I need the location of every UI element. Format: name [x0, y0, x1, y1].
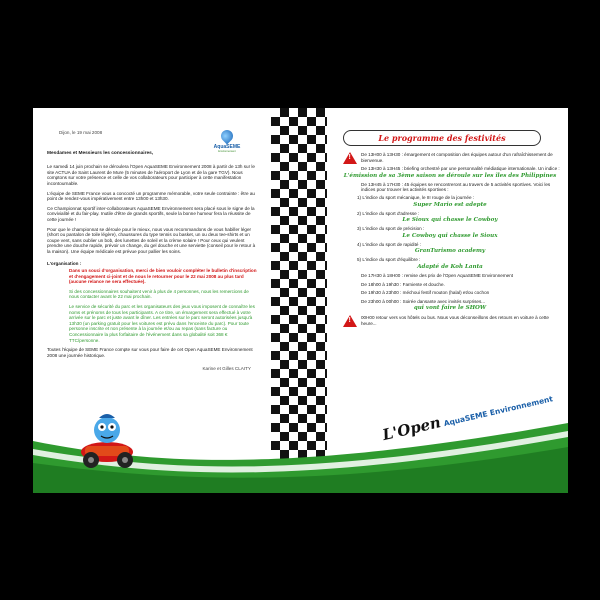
logo-name: AquaSEME [213, 144, 241, 150]
schedule-rest: De 18h00 à 19h30 : Farniente et douche. [361, 281, 445, 287]
hint-answer-3: Le Cowboy qui chasse le Sioux [402, 232, 498, 239]
organisation-registration: Dans un souci d'organisation, merci de bien vouloir compléter le bulletin d'inscription et d'engagement ci-joint et de nous le retourner pour le 22 mai 2008 au plus tard (aucune relance ne sera effectuée). [69, 268, 257, 285]
hint-question-2: 2) L'indice du sport d'adresse : [357, 210, 420, 216]
schedule-party: De 23h00 à 00h00 : Soirée dansante avec invités surprises... [361, 298, 486, 304]
salutation: Mesdames et Messieurs les concessionnaires, [47, 150, 154, 156]
warning-icon [343, 152, 357, 164]
paragraph-recommendations: Pour que le championnat se déroule pour le mieux, nous vous recommandons de vous habiller léger (short ou pantalon de toile légère), chaussures du type tennis ou basket, un ou deux tee-shirts et un coupe vent, sans oublier un bob, des lunettes de soleil et la crème solaire ! Pour ceux qui veulent prendre une douche rapide, prévoir un change, du gel douche et une serviette (conseil pour le retour à la maison). Une équipe médicale est prévue pour pallier les soins. [47, 226, 256, 254]
hint-question-1: 1) L'indice du sport mécanique, le III rouge de la journée : [357, 194, 475, 200]
schedule-welcome: De 13H00 à 13H30 : émargement et composition des équipes autour d'un rafraîchissement de bienvenue. [361, 152, 553, 163]
schedule-briefing: De 13H30 à 13H45 : briefing orchestré par une personnalité médiatique internationale. Un indice : [361, 166, 560, 172]
warning-icon [343, 315, 357, 327]
logo-sub: Environnement [218, 150, 236, 153]
letter-date: Dijon, le 19 mai 2008 [59, 130, 103, 135]
paragraph-program: L'équipe de SEME France vous a concocté un programme mémorable, votre seule contrainte : être au point de rendez-vous impérativement entre 13h00 et 13h30. [47, 190, 255, 202]
hint-answer-4: GranTurismo academy [414, 248, 486, 255]
hint-briefing: L'émission de sa 3ème saison se déroule sur les îles des Philippines [343, 172, 557, 179]
schedule-return: 00H00 retour vers vos hôtels ou bus. Nous vous déconseillons des retours en voiture à cette heure... [361, 315, 549, 326]
paragraph-intro: Le samedi 14 juin prochain se déroulera l'Open AquaSEME Environnement 2008 à partir de 13h sur le site ACTUA de Saint Laurent de Mure (5 minutes de l'aéroport de Lyon et de la gare TGV). Nous comptons sur votre présence et celle de vos collaborateurs pour participer à cette manifestation incontournable. [47, 164, 255, 186]
schedule-dinner: De 19h30 à 23h00 : méchoui festif mouton (halal) et/ou cochon [361, 290, 490, 296]
schedule-activities: De 13H45 à 17H30 : 45 équipes se rencontreront au travers de 5 activités sportives. Voici les indices pour trouver les activités sportives : [361, 181, 551, 193]
brand-aquaseme: AquaSEME Environnement [442, 394, 554, 429]
hint-answer-2: Le Sioux qui chasse le Cowboy [402, 217, 498, 224]
hint-show: qui vont faire le SHOW [413, 305, 487, 312]
closing-paragraph: Toutes l'équipe de SEME France compte sur vous pour faire de cet Open AquaSEME Environnement 2008 une journée historique. [47, 347, 253, 358]
organisation-group: Si des concessionnaires souhaitent venir à plus de 4 personnes, nous les remercions de nous contacter avant le 22 mai prochain. [69, 288, 249, 300]
organisation-heading: L'organisation : [47, 260, 82, 266]
letter-page [47, 130, 259, 372]
program-title: Le programme des festivités [343, 130, 541, 146]
hint-question-4: 4) L'indice du sport de rapidité : [357, 241, 421, 247]
schedule-prizes: De 17H30 à 18H00 : remise des prix de l'Open AquaSEME Environnement [361, 272, 514, 278]
hint-answer-5: Adapté de Koh Lanta [417, 263, 483, 270]
hint-answer-1: Super Mario est adepte [413, 201, 487, 208]
paragraph-championship: Ce Championnat sportif inter-collaborateurs AquaSEME Environnement sera placé sous le signe de la convivialité et du fair-play. Inutile d'être de grands sportifs, seule la bonne humeur fera la réussite de cette journée ! [47, 205, 255, 222]
signature: Karine et Gilles CLAITY [202, 366, 251, 372]
program-page [339, 130, 561, 330]
hint-question-5: 5) L'indice du sport d'équilibre : [357, 257, 421, 263]
brochure-sheet [33, 108, 568, 493]
hint-question-3: 3) L'indice du sport de précision : [357, 226, 425, 232]
organisation-security: Le service de sécurité du parc et les organisateurs des jeux vous imposent de connaître les noms et prénoms de tous les participants. A ce titre, un émargement sera effectué à votre arrivée sur le parc et juste avant le dîner. Les entrées sur le parc seront autorisées jusqu'à 13h30 (un parking gratuit pour les voitures est prévu dans l'enceinte du parc). Pour toute personne inscrite et non présente à la journée et/ou au repas (sans facture ou Concessionnaire la plus forfaitaire de l'événement dans sa globalité soit 368 € TTC/personne. [69, 304, 255, 343]
go-kart-mascot-illustration [77, 408, 143, 472]
brand-open: L'Open [380, 413, 443, 445]
